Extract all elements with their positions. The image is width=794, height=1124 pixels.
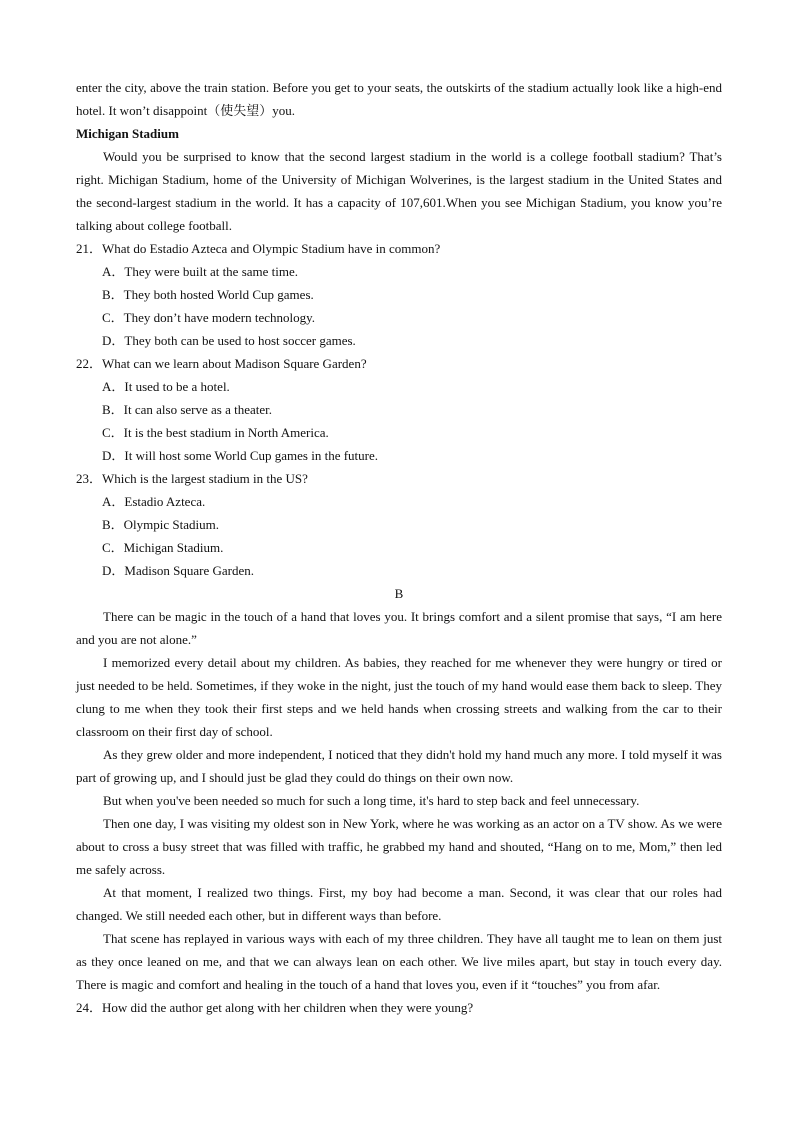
- question-24: 24．How did the author get along with her children when they were young?: [76, 1000, 474, 1015]
- question-block-21: [76, 237, 722, 352]
- option-23-b: B．Olympic Stadium.: [102, 517, 220, 532]
- question-21: 21．What do Estadio Azteca and Olympic Stadium have in common?: [76, 241, 441, 256]
- section-b-paragraph: But when you've been needed so much for such a long time, it's hard to step back and feel unnecessary.: [103, 793, 640, 808]
- section-b-paragraph: Then one day, I was visiting my oldest son in New York, where he was working as an actor on a TV show. As we were about to cross a busy street that was filled with traffic, he grabbed my hand and shouted, “Hang on to me, Mom,” then led me safely across.: [76, 816, 722, 877]
- section-b-paragraph: I memorized every detail about my children. As babies, they reached for me whenever they were hungry or tired or just needed to be held. Sometimes, if they woke in the night, just the touch of my hand would ease them back to sleep. They clung to me when they took their first steps and we held hands when crossing streets and walking from the car to their classroom on their first day of school.: [76, 655, 722, 739]
- section-b-paragraph: At that moment, I realized two things. First, my boy had become a man. Second, it was clear that our roles had changed. We still needed each other, but in different ways than before.: [76, 885, 722, 923]
- intro-paragraph: enter the city, above the train station. Before you get to your seats, the outskirts of the stadium actually look like a high-end hotel. It won’t disappoint（使失望）you.: [76, 80, 722, 118]
- michigan-heading: Michigan Stadium: [76, 126, 179, 141]
- document-page: [76, 76, 722, 1019]
- option-21-b: B．They both hosted World Cup games.: [102, 287, 314, 302]
- michigan-paragraph: Would you be surprised to know that the second largest stadium in the world is a college football stadium? That’s right. Michigan Stadium, home of the University of Michigan Wolverines, is the largest stadium in the United States and the second-largest stadium in the world. It has a capacity of 107,601.When you see Michigan Stadium, you know you’re talking about college football.: [76, 149, 722, 233]
- section-b-paragraph: As they grew older and more independent, I noticed that they didn't hold my hand much any more. I told myself it was part of growing up, and I should just be glad they could do things on their own now.: [76, 747, 722, 785]
- section-b-paragraph: That scene has replayed in various ways with each of my three children. They have all taught me to lean on them just as they once leaned on me, and that we can always lean on each other. We live miles apart, but stay in touch every day. There is magic and comfort and healing in the touch of a hand that loves you, even if it “touches” you from afar.: [76, 931, 722, 992]
- section-b-paragraph: There can be magic in the touch of a hand that loves you. It brings comfort and a silent promise that says, “I am here and you are not alone.”: [76, 609, 722, 647]
- option-21-a: A．They were built at the same time.: [102, 264, 299, 279]
- option-21-c: C．They don’t have modern technology.: [102, 310, 316, 325]
- question-block-22: [76, 352, 722, 467]
- option-22-c: C．It is the best stadium in North America.: [102, 425, 329, 440]
- section-b-label: B: [394, 586, 404, 601]
- option-23-c: C．Michigan Stadium.: [102, 540, 224, 555]
- option-23-a: A．Estadio Azteca.: [102, 494, 206, 509]
- option-22-d: D．It will host some World Cup games in the future.: [102, 448, 379, 463]
- question-23: 23．Which is the largest stadium in the US?: [76, 471, 308, 486]
- option-22-b: B．It can also serve as a theater.: [102, 402, 273, 417]
- option-21-d: D．They both can be used to host soccer games.: [102, 333, 356, 348]
- question-block-23: [76, 467, 722, 582]
- option-23-d: D．Madison Square Garden.: [102, 563, 254, 578]
- question-22: 22．What can we learn about Madison Square Garden?: [76, 356, 367, 371]
- option-22-a: A．It used to be a hotel.: [102, 379, 230, 394]
